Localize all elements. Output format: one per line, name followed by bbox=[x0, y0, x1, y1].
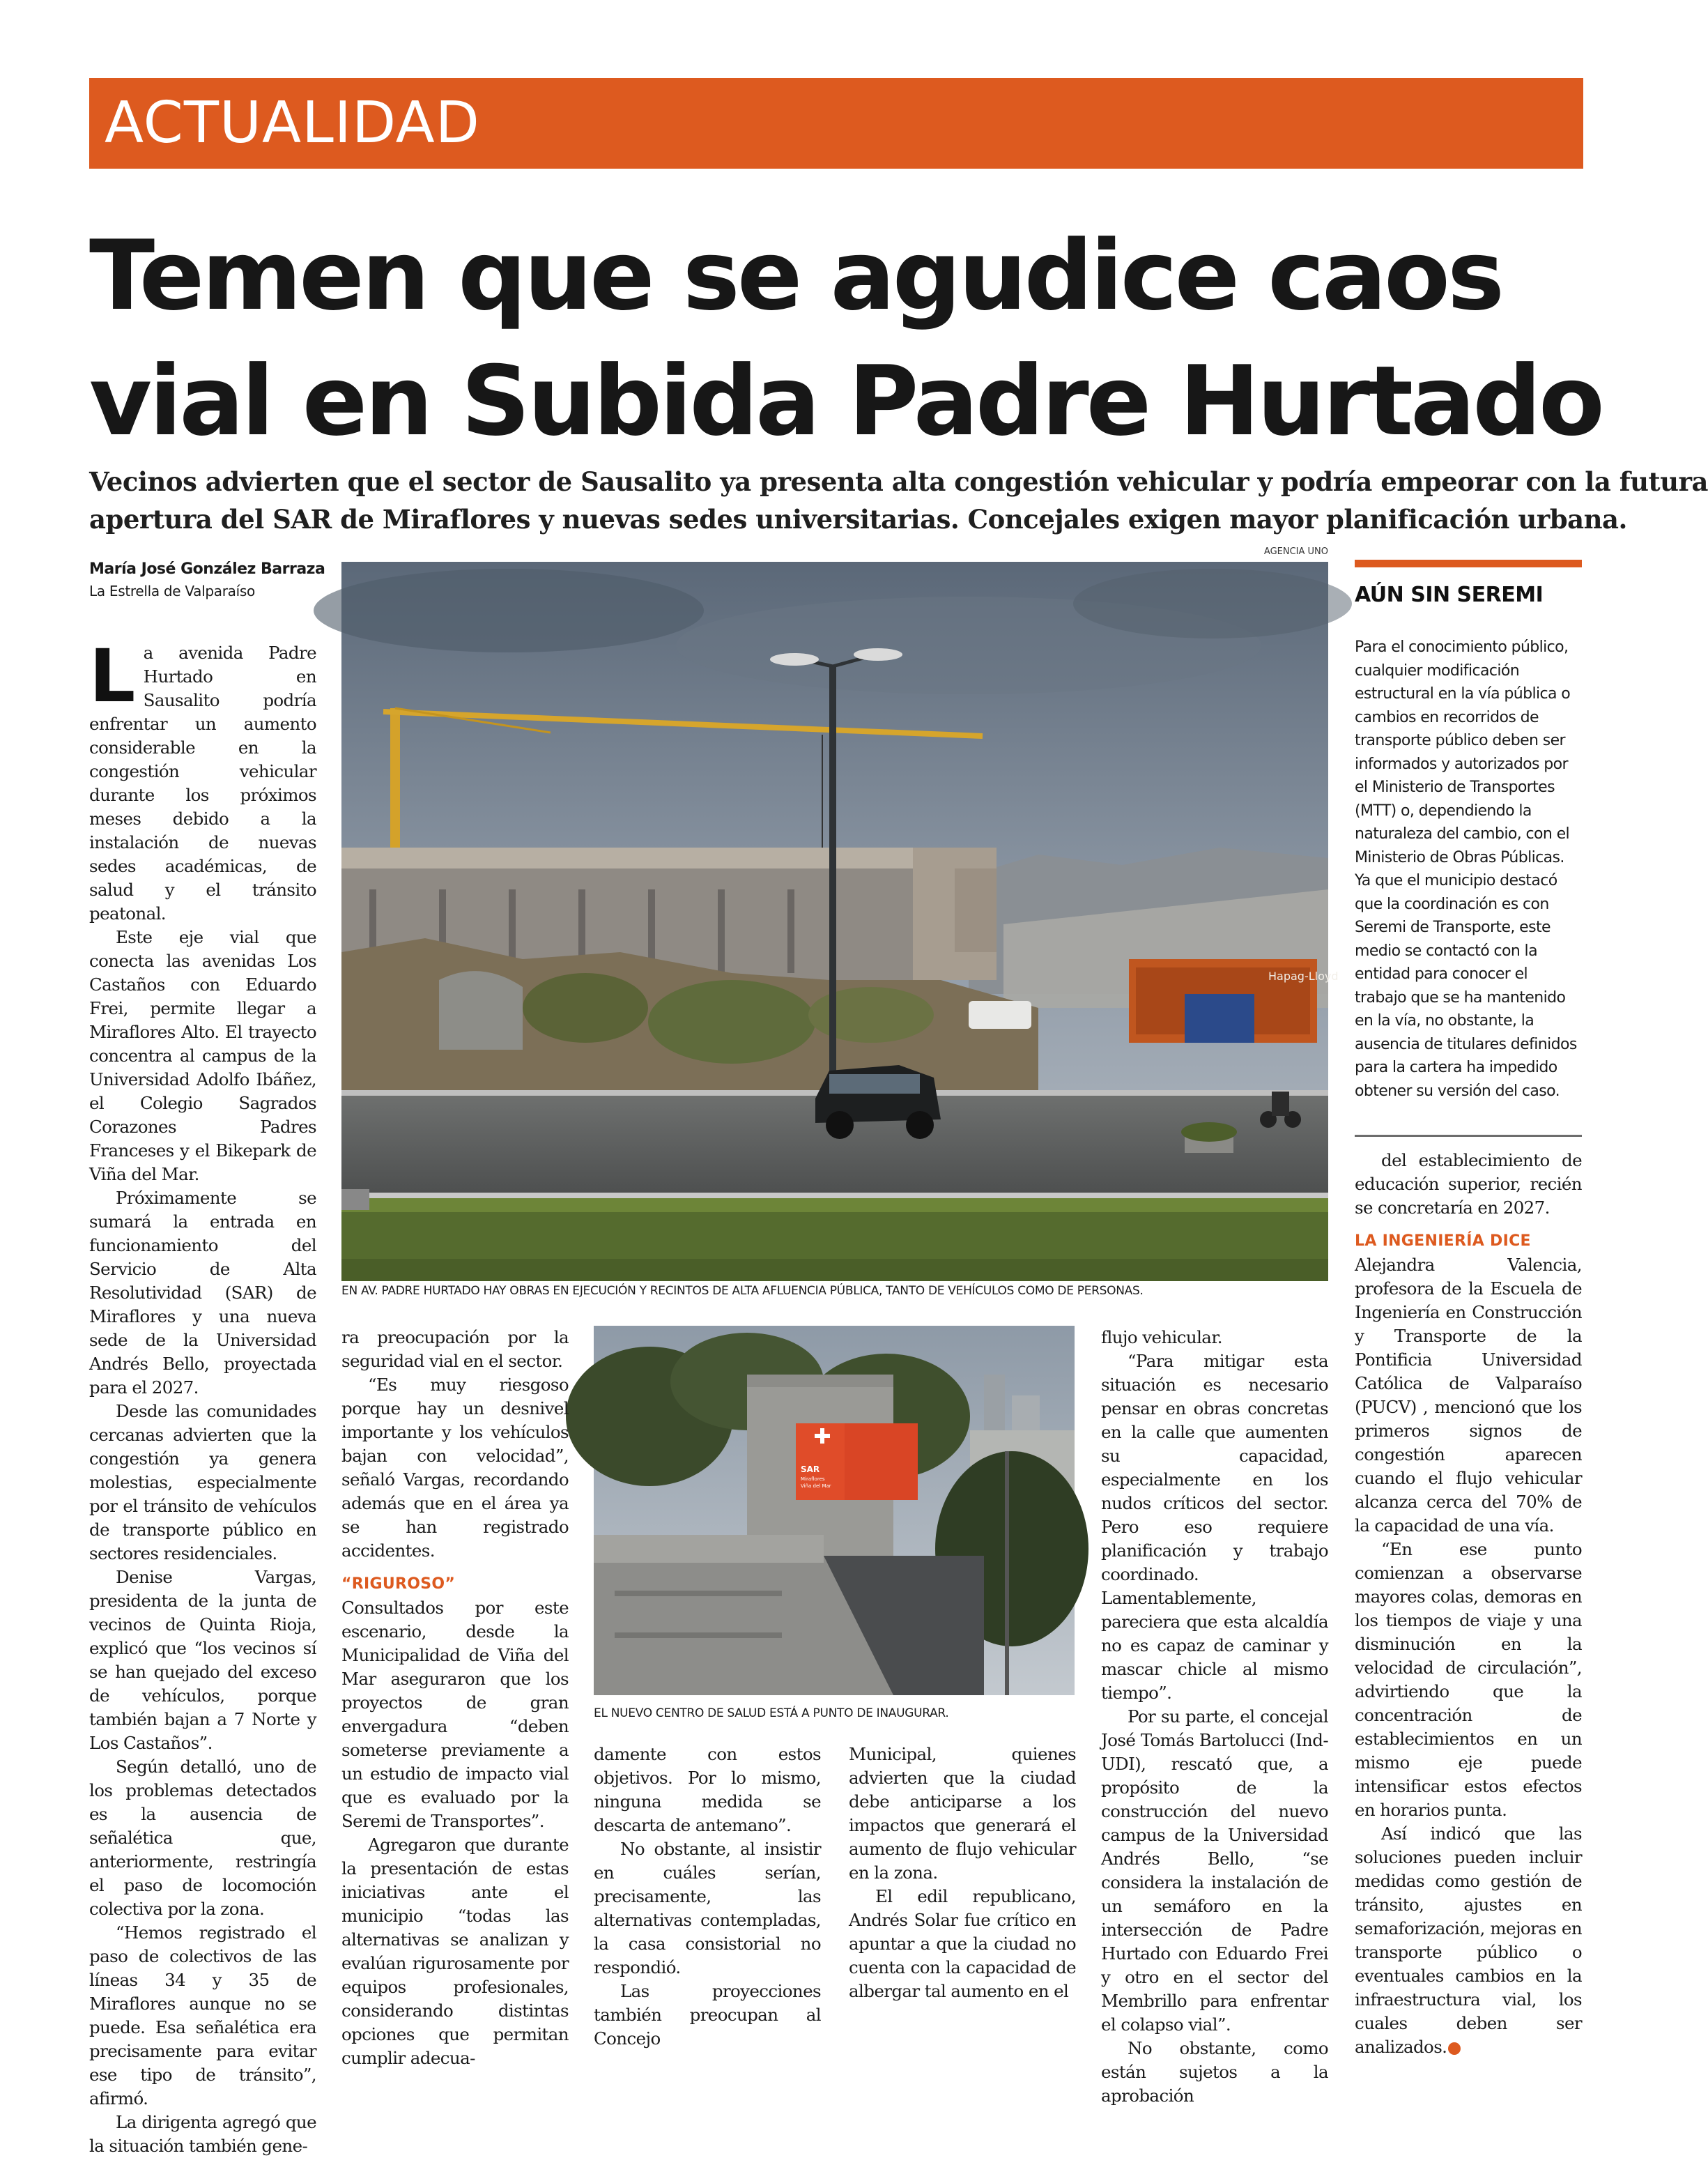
main-photo bbox=[341, 562, 1339, 1281]
col1-paragraph-8: La dirigenta agregó que la situación también gene- bbox=[89, 2112, 316, 2156]
col2-paragraph-4: Agregaron que durante la presentación de estas iniciativas ante el municipio “todas las alternativas se analizan y evalúan rigurosamente por equipos profesionales, considerando distintas opciones que permitan cumplir adecua- bbox=[341, 1835, 569, 2068]
col4-paragraph-1: Municipal, quienes advierten que la ciudad debe anticiparse a los impactos que generará el aumento de flujo vehicular en la zona. bbox=[849, 1744, 1076, 1883]
col5-paragraph-3: Por su parte, el concejal José Tomás Bartolucci (Ind-UDI), rescató que, a propósito de la construcción del nuevo campus de la Universidad Andrés Bello, “se considera la instalación de un semáforo en la intersección de Padre Hurtado con Eduardo Frei y otro en el sector del Membrillo para enfrentar el colapso vial”. bbox=[1101, 1706, 1328, 2035]
lead-line-2: apertura del SAR de Miraflores y nuevas sedes universitarias. Concejales exigen mayor planificación urbana. bbox=[89, 504, 1627, 535]
sar-sign-line2: Viña del Mar bbox=[801, 1483, 831, 1489]
col3-paragraph-3: Las proyecciones también preocupan al Concejo bbox=[594, 1981, 821, 2049]
headline bbox=[89, 213, 1602, 464]
article-column-5 bbox=[1101, 1326, 1328, 2108]
sidebar-title: AÚN SIN SEREMI bbox=[1355, 583, 1544, 607]
main-photo-image bbox=[341, 562, 1339, 1281]
col2-paragraph-1: ra preocupación por la seguridad vial en el sector. bbox=[341, 1327, 569, 1371]
byline-outlet: La Estrella de Valparaíso bbox=[89, 583, 255, 599]
sar-photo-image bbox=[594, 1326, 1075, 1695]
article-column-3 bbox=[594, 1743, 821, 2051]
sar-photo bbox=[594, 1326, 1075, 1695]
col6-paragraph-2: Alejandra Valencia, profesora de la Escuela de Ingeniería en Construcción y Transporte de la Pontificia Universidad Católica de Valparaíso (PUCV) , mencionó que los primeros signos de congestión aparecen cuando el flujo vehicular alcanza cerca del 70% de la capacidad de una vía. bbox=[1355, 1255, 1582, 1536]
col1-paragraph-5: Denise Vargas, presidenta de la junta de vecinos de Quinta Rioja, explicó que “los vecinos sí se han quejado del exceso de vehículos, porque también bajan a 7 Norte y Los Castaños”. bbox=[89, 1567, 316, 1753]
article-column-4 bbox=[849, 1743, 1076, 2003]
sidebar-rule bbox=[1355, 560, 1582, 567]
article-column-1 bbox=[89, 634, 316, 2158]
article-column-6 bbox=[1355, 1149, 1582, 2059]
sidebar-text: Para el conocimiento público, cualquier modificación estructural en la vía pública o cambios en recorridos de transporte público deben ser informados y autorizados por el Ministerio de Transportes (MTT) o, dependiendo la naturaleza del cambio, con el Ministerio de Obras Públicas. Ya que el municipio destacó que la coordinación es con Seremi de Transporte, este medio se contactó con la entidad para conocer el trabajo que se ha mantenido en la vía, no obstante, la ausencia de titulares definidos para la cartera ha impedido obtener su versión del caso. bbox=[1355, 638, 1577, 1100]
photo-credit: AGENCIA UNO bbox=[1263, 546, 1328, 557]
col5-paragraph-2: “Para mitigar esta situación es necesario pensar en obras concretas en la calle que aumenten su capacidad, especialmente en los nudos críticos del sector. Pero eso requiere planificación y trabajo coordinado. Lamentablemente, pareciera que esta alcaldía no es capaz de caminar y mascar chicle al mismo tiempo”. bbox=[1101, 1351, 1328, 1703]
lead-line-1: Vecinos advierten que el sector de Sausalito ya presenta alta congestión vehicular y podría empeorar con la futura bbox=[89, 466, 1708, 497]
col2-paragraph-3: Consultados por este escenario, desde la Municipalidad de Viña del Mar aseguraron que los proyectos de gran envergadura “deben someterse previamente a un estudio de impacto vial que es evaluado por la Seremi de Transportes”. bbox=[341, 1598, 569, 1831]
col6-paragraph-1: del establecimiento de educación superior, recién se concretaría en 2027. bbox=[1355, 1150, 1582, 1218]
headline-line-2: vial en Subida Padre Hurtado bbox=[89, 345, 1602, 457]
col1-paragraph-1 bbox=[89, 634, 316, 926]
article-column-2 bbox=[341, 1326, 569, 2070]
col6-paragraph-4 bbox=[1355, 1822, 1582, 2059]
col6-paragraph-3: “En ese punto comienzan a observarse mayores colas, demoras en los tiempos de viaje y una disminución en la velocidad de circulación”, advirtiendo que la concentración de establecimientos en un mismo eje puede intensificar estos efectos en horarios punta. bbox=[1355, 1539, 1582, 1820]
drop-cap: L bbox=[89, 634, 135, 719]
container-label: Hapag-Lloyd bbox=[1268, 970, 1339, 983]
col2-paragraph-2: “Es muy riesgoso porque hay un desnivel importante y los vehículos bajan con velocidad”, señaló Vargas, recordando además que en el área ya se han registrado accidentes. bbox=[341, 1375, 569, 1561]
col1-paragraph-2: Este eje vial que conecta las avenidas Los Castaños con Eduardo Frei, permite llegar a Miraflores Alto. El trayecto concentra al campus de la Universidad Adolfo Ibáñez, el Colegio Sagrados Corazones Padres Franceses y el Bikepark de Viña del Mar. bbox=[89, 927, 316, 1184]
col6-paragraph-4-text: Así indicó que las soluciones pueden incluir medidas como gestión de tránsito, ajustes en semaforización, mejoras en transporte público o eventuales cambios en la infraestructura vial, los cuales deben ser analizados. bbox=[1355, 1823, 1582, 2057]
section-label: ACTUALIDAD bbox=[105, 90, 480, 156]
col6-subhead: LA INGENIERÍA DICE bbox=[1355, 1232, 1531, 1250]
col2-subhead: “RIGUROSO” bbox=[341, 1575, 456, 1593]
byline-author: María José González Barraza bbox=[89, 560, 325, 578]
sar-sign-line1: Miraflores bbox=[801, 1476, 825, 1482]
col1-paragraph-7: “Hemos registrado el paso de colectivos de las líneas 34 y 35 de Miraflores aunque no se puede. Esa señalética era precisamente para evitar ese tipo de tránsito”, afirmó. bbox=[89, 1922, 316, 2109]
main-photo-caption: EN AV. PADRE HURTADO HAY OBRAS EN EJECUCIÓN Y RECINTOS DE ALTA AFLUENCIA PÚBLICA, TANTO DE VEHÍCULOS COMO DE PERSONAS. bbox=[341, 1284, 1144, 1298]
col5-paragraph-1: flujo vehicular. bbox=[1101, 1327, 1222, 1347]
lead-paragraph bbox=[89, 463, 1708, 538]
headline-line-1: Temen que se agudice caos bbox=[89, 220, 1502, 332]
col1-paragraph-3: Próximamente se sumará la entrada en funcionamiento del Servicio de Alta Resolutividad (SAR) de Miraflores y una nueva sede de la Universidad Andrés Bello, proyectada para el 2027. bbox=[89, 1188, 316, 1398]
sidebar-divider bbox=[1355, 1135, 1582, 1137]
sar-photo-caption: EL NUEVO CENTRO DE SALUD ESTÁ A PUNTO DE INAUGURAR. bbox=[594, 1706, 949, 1720]
col4-paragraph-2: El edil republicano, Andrés Solar fue crítico en apuntar a que la ciudad no cuenta con la capacidad de albergar tal aumento en el bbox=[849, 1886, 1076, 2001]
col3-paragraph-2: No obstante, al insistir en cuáles serían, precisamente, las alternativas contempladas, la casa consistorial no respondió. bbox=[594, 1839, 821, 1977]
end-of-article-icon bbox=[1448, 2042, 1461, 2055]
col3-paragraph-1: damente con estos objetivos. Por lo mismo, ninguna medida se descarta de antemano”. bbox=[594, 1744, 821, 1835]
col1-paragraph-1-text: a avenida Padre Hurtado en Sausalito podría enfrentar un aumento considerable en la congestión vehicular durante los próximos meses debido a la instalación de nuevas sedes académicas, de salud y el tránsito peatonal. bbox=[89, 643, 316, 924]
sar-sign-title: SAR bbox=[801, 1464, 820, 1474]
col1-paragraph-4: Desde las comunidades cercanas advierten que la congestión ya genera molestias, especialmente por el tránsito de vehículos de transporte público en sectores residenciales. bbox=[89, 1401, 316, 1563]
col5-paragraph-4: No obstante, como están sujetos a la aprobación bbox=[1101, 2038, 1328, 2106]
col1-paragraph-6: Según detalló, uno de los problemas detectados es la ausencia de señalética que, anteriormente, restringía el paso de locomoción colectiva por la zona. bbox=[89, 1757, 316, 1919]
